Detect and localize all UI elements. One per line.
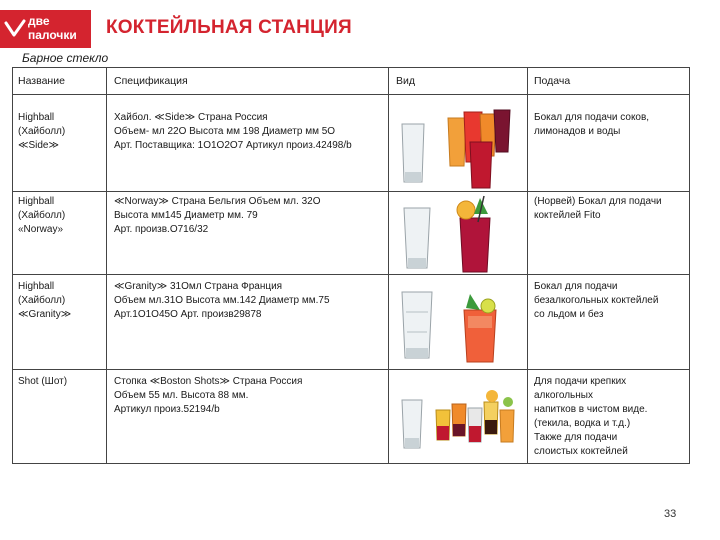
page-number: 33 bbox=[664, 508, 677, 520]
section-subtitle: Барное стекло bbox=[22, 51, 109, 65]
glassware-table bbox=[12, 67, 690, 464]
granity-highball-glass-photo bbox=[396, 282, 524, 368]
column-header-view: Вид bbox=[396, 75, 415, 87]
column-header-serving: Подача bbox=[534, 75, 571, 87]
chopsticks-logo-icon bbox=[4, 19, 26, 39]
table-row-1-name: Highball (Хайболл) ≪Side≫ bbox=[18, 112, 66, 151]
side-highball-glass-photo bbox=[396, 106, 524, 190]
table-row-2-serving: (Норвей) Бокал для подачи коктейлей Fito bbox=[534, 196, 662, 221]
table-divider bbox=[106, 68, 107, 463]
table-divider bbox=[527, 68, 528, 463]
table-row-4-name: Shot (Шот) bbox=[18, 376, 68, 387]
table-divider bbox=[13, 369, 689, 370]
table-divider bbox=[388, 68, 389, 463]
shot-glasses-photo bbox=[396, 386, 524, 456]
column-header-name: Название bbox=[18, 75, 65, 87]
norway-highball-glass-photo bbox=[396, 194, 524, 274]
table-divider bbox=[13, 94, 689, 95]
table-row-3-name: Highball (Хайболл) ≪Granity≫ bbox=[18, 281, 72, 320]
table-divider bbox=[13, 191, 689, 192]
table-row-2-name: Highball (Хайболл) «Norway» bbox=[18, 196, 66, 235]
column-header-spec: Спецификация bbox=[114, 75, 188, 87]
table-row-1-serving: Бокал для подачи соков, лимонадов и воды bbox=[534, 112, 650, 137]
table-row-3-spec: ≪Granity≫ 31Омл Страна Франция Объем мл.31О Высота мм.142 Диаметр мм.75 Арт.1О1О45О Арт. произв29878 bbox=[114, 281, 330, 320]
table-row-1-spec: Хайбол. ≪Side≫ Страна Россия Объем- мл 22О Высота мм 198 Диаметр мм 5О Арт. Поставщика: 1О1О2О7 Артикул произ.42498/b bbox=[114, 112, 352, 151]
brand-name-line1: две bbox=[28, 14, 50, 28]
table-row-4-serving: Для подачи крепких алкогольных напитков в чистом виде. (текила, водка и т.д.) Также для подачи слоистых коктейлей bbox=[534, 376, 648, 457]
table-row-3-serving: Бокал для подачи безалкогольных коктейлей со льдом и без bbox=[534, 281, 659, 320]
brand-logo bbox=[0, 10, 91, 48]
page-title: КОКТЕЙЛЬНАЯ СТАНЦИЯ bbox=[106, 17, 352, 38]
brand-name-line2: палочки bbox=[28, 28, 77, 42]
table-row-4-spec: Стопка ≪Boston Shots≫ Страна Россия Объем 55 мл. Высота 88 мм. Артикул произ.52194/b bbox=[114, 376, 303, 415]
table-divider bbox=[13, 274, 689, 275]
table-row-2-spec: ≪Norway≫ Страна Бельгия Объем мл. 32О Высота мм145 Диаметр мм. 79 Арт. произв.О716/32 bbox=[114, 196, 321, 235]
